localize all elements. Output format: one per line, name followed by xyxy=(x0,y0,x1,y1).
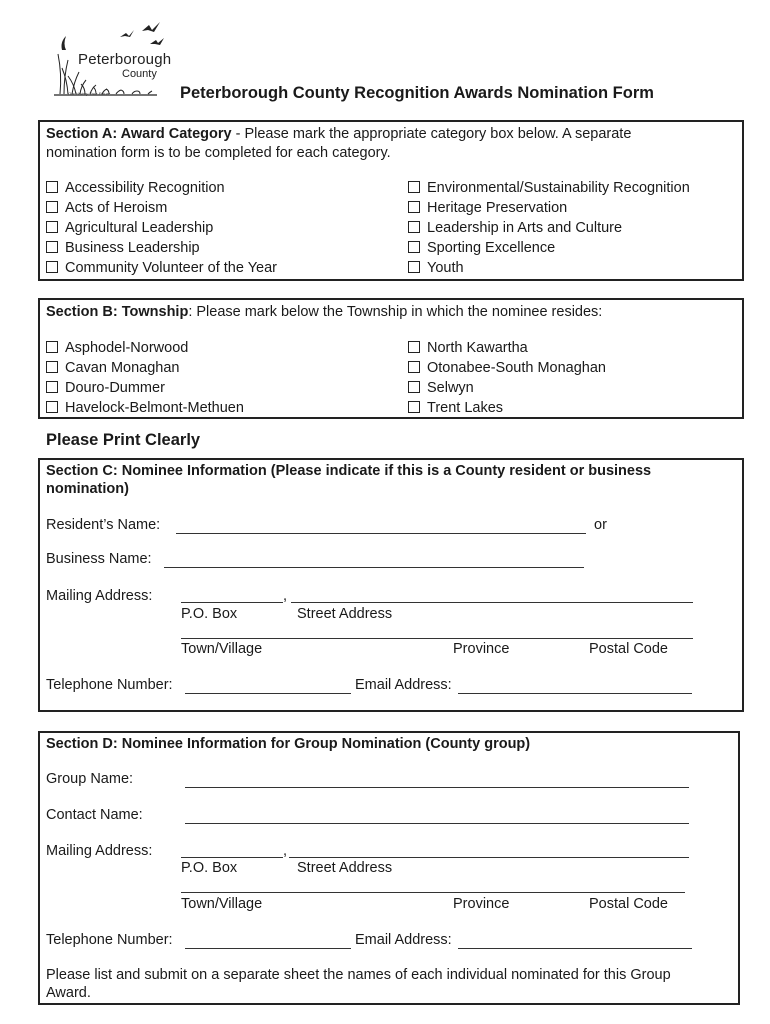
award-category-option[interactable] xyxy=(408,240,555,256)
award-category-option[interactable] xyxy=(46,240,200,256)
mailing-address-label: Mailing Address: xyxy=(46,588,153,604)
award-category-option-label: Heritage Preservation xyxy=(427,200,568,216)
town-province-postal-field[interactable] xyxy=(181,638,693,639)
logo-tagline: Our History Your Future xyxy=(68,91,111,96)
award-category-option[interactable] xyxy=(408,180,690,196)
award-category-option-label: Sporting Excellence xyxy=(427,240,556,256)
street-address-caption: Street Address xyxy=(297,606,393,622)
checkbox[interactable] xyxy=(46,341,58,353)
section-a-intro-line-1 xyxy=(46,126,631,142)
checkbox[interactable] xyxy=(46,261,58,273)
section-b-heading: Section B: Township xyxy=(46,304,189,320)
group-street-address-caption: Street Address xyxy=(297,860,393,876)
checkbox[interactable] xyxy=(408,181,420,193)
township-option-label: Selwyn xyxy=(427,380,474,396)
township-option-label: Douro-Dummer xyxy=(65,380,165,396)
checkbox[interactable] xyxy=(408,341,420,353)
group-telephone-field[interactable] xyxy=(185,948,351,949)
award-category-option-label: Community Volunteer of the Year xyxy=(65,260,277,276)
group-street-address-field[interactable] xyxy=(289,857,689,858)
print-clearly-heading: Please Print Clearly xyxy=(46,431,201,449)
township-option-label: North Kawartha xyxy=(427,340,528,356)
group-name-label: Group Name: xyxy=(46,771,134,787)
town-caption: Town/Village xyxy=(181,641,263,657)
group-note-line-2: Award. xyxy=(46,985,91,1001)
po-box-field[interactable] xyxy=(181,602,283,603)
group-mailing-address-label: Mailing Address: xyxy=(46,843,153,859)
postal-code-caption: Postal Code xyxy=(589,641,668,657)
group-province-caption: Province xyxy=(453,896,510,912)
form-title: Peterborough County Recognition Awards Nomination Form xyxy=(180,84,654,102)
resident-name-field[interactable] xyxy=(176,533,586,534)
county-logo xyxy=(52,22,177,102)
section-b-box xyxy=(38,298,744,419)
group-po-box-caption: P.O. Box xyxy=(181,860,238,876)
checkbox[interactable] xyxy=(46,241,58,253)
checkbox[interactable] xyxy=(46,201,58,213)
section-c-heading-2: nomination) xyxy=(46,481,129,497)
resident-name-label: Resident’s Name: xyxy=(46,517,161,533)
email-label: Email Address: xyxy=(355,677,452,693)
group-email-label: Email Address: xyxy=(355,932,452,948)
group-email-field[interactable] xyxy=(458,948,692,949)
checkbox[interactable] xyxy=(408,221,420,233)
award-category-option-label: Accessibility Recognition xyxy=(65,180,225,196)
po-box-caption: P.O. Box xyxy=(181,606,238,622)
address-comma: , xyxy=(283,588,288,604)
township-option-label: Havelock-Belmont-Methuen xyxy=(65,400,244,416)
business-name-field[interactable] xyxy=(164,567,584,568)
section-a-text-1: - Please mark the appropriate category box below. A separate xyxy=(231,126,632,142)
township-option[interactable] xyxy=(46,380,165,396)
section-d-heading: Section D: Nominee Information for Group Nomination (County group) xyxy=(46,736,531,752)
award-category-option[interactable] xyxy=(46,180,225,196)
group-name-field[interactable] xyxy=(185,787,689,788)
checkbox[interactable] xyxy=(408,201,420,213)
township-option[interactable] xyxy=(408,360,606,376)
checkbox[interactable] xyxy=(408,241,420,253)
award-category-option-label: Youth xyxy=(427,260,464,276)
checkbox[interactable] xyxy=(46,221,58,233)
section-b-intro xyxy=(46,304,602,320)
or-label: or xyxy=(594,517,607,533)
logo-name: Peterborough xyxy=(78,51,172,68)
award-category-option[interactable] xyxy=(408,260,464,276)
award-category-option-label: Agricultural Leadership xyxy=(65,220,214,236)
section-c-box xyxy=(38,458,744,712)
telephone-field[interactable] xyxy=(185,693,351,694)
checkbox[interactable] xyxy=(46,401,58,413)
township-option[interactable] xyxy=(408,340,528,356)
telephone-label: Telephone Number: xyxy=(46,677,173,693)
township-option[interactable] xyxy=(46,400,244,416)
group-note-line-1: Please list and submit on a separate sheet the names of each individual nominated for this Group xyxy=(46,967,671,983)
contact-name-field[interactable] xyxy=(185,823,689,824)
checkbox[interactable] xyxy=(46,181,58,193)
award-category-option-label: Leadership in Arts and Culture xyxy=(427,220,623,236)
checkbox[interactable] xyxy=(408,261,420,273)
award-category-option[interactable] xyxy=(408,200,567,216)
group-postal-code-caption: Postal Code xyxy=(589,896,668,912)
checkbox[interactable] xyxy=(408,401,420,413)
award-category-option-label: Environmental/Sustainability Recognition xyxy=(427,180,690,196)
section-a-box xyxy=(38,120,744,281)
award-category-option[interactable] xyxy=(46,220,213,236)
group-address-comma: , xyxy=(283,843,288,859)
business-name-label: Business Name: xyxy=(46,551,152,567)
award-category-option-label: Business Leadership xyxy=(65,240,200,256)
township-option[interactable] xyxy=(408,400,503,416)
township-option[interactable] xyxy=(408,380,474,396)
township-option-label: Asphodel-Norwood xyxy=(65,340,189,356)
award-category-option-label: Acts of Heroism xyxy=(65,200,168,216)
street-address-field[interactable] xyxy=(291,602,693,603)
checkbox[interactable] xyxy=(408,361,420,373)
township-option-label: Otonabee-South Monaghan xyxy=(427,360,606,376)
award-category-option[interactable] xyxy=(408,220,622,236)
logo-county: County xyxy=(122,68,157,80)
section-a-heading: Section A: Award Category xyxy=(46,126,232,142)
section-b-text: : Please mark below the Township in which the nominee resides: xyxy=(188,304,603,320)
award-category-option[interactable] xyxy=(46,260,277,276)
township-option[interactable] xyxy=(46,360,179,376)
township-option-label: Cavan Monaghan xyxy=(65,360,180,376)
group-telephone-label: Telephone Number: xyxy=(46,932,173,948)
checkbox[interactable] xyxy=(46,361,58,373)
checkbox[interactable] xyxy=(408,381,420,393)
section-d-box xyxy=(38,731,740,1005)
township-option[interactable] xyxy=(46,340,188,356)
checkbox[interactable] xyxy=(46,381,58,393)
award-category-option[interactable] xyxy=(46,200,167,216)
township-option-label: Trent Lakes xyxy=(427,400,504,416)
contact-name-label: Contact Name: xyxy=(46,807,143,823)
province-caption: Province xyxy=(453,641,510,657)
email-field[interactable] xyxy=(458,693,692,694)
section-a-text-2: nomination form is to be completed for each category. xyxy=(46,145,391,161)
group-town-province-postal-field[interactable] xyxy=(181,892,685,893)
section-c-heading-1: Section C: Nominee Information (Please indicate if this is a County resident or business xyxy=(46,463,652,479)
group-po-box-field[interactable] xyxy=(181,857,283,858)
group-town-caption: Town/Village xyxy=(181,896,263,912)
